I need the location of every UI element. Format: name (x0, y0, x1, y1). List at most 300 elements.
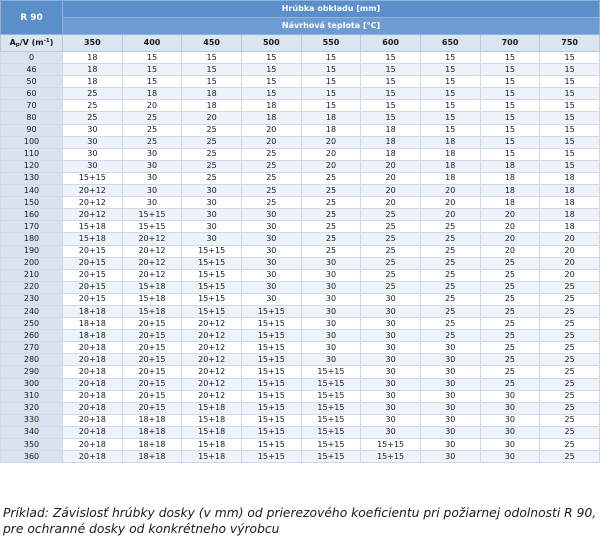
thickness-cell: 25 (241, 148, 301, 160)
section-factor-cell: 330 (1, 414, 63, 426)
thickness-cell: 25 (540, 378, 600, 390)
thickness-cell: 15+18 (182, 426, 242, 438)
thickness-cell: 20+15 (63, 245, 123, 257)
thickness-cell: 15 (361, 88, 421, 100)
thickness-cell: 15 (540, 124, 600, 136)
thickness-cell: 25 (361, 209, 421, 221)
temperature-column-header: 550 (301, 35, 361, 52)
thickness-cell: 30 (361, 354, 421, 366)
thickness-cell: 25 (480, 269, 540, 281)
thickness-cell: 20+18 (63, 451, 123, 463)
thickness-cell: 20+12 (182, 342, 242, 354)
table-row (1, 390, 600, 402)
thickness-cell: 15+18 (182, 451, 242, 463)
table-row (1, 366, 600, 378)
thickness-cell: 25 (241, 185, 301, 197)
table-row (1, 354, 600, 366)
thickness-cell: 25 (182, 160, 242, 172)
thickness-cell: 20+12 (182, 366, 242, 378)
thickness-cell: 30 (480, 439, 540, 451)
thickness-cell: 20+15 (122, 390, 182, 402)
thickness-cell: 25 (182, 148, 242, 160)
thickness-cell: 30 (182, 185, 242, 197)
thickness-cell: 25 (241, 160, 301, 172)
thickness-cell: 30 (480, 414, 540, 426)
thickness-cell: 15+15 (241, 414, 301, 426)
section-factor-cell: 140 (1, 185, 63, 197)
figure-caption (3, 505, 599, 537)
section-factor-cell: 240 (1, 305, 63, 317)
table-body (1, 52, 600, 463)
thickness-cell: 15+18 (122, 281, 182, 293)
thickness-cell: 15 (480, 112, 540, 124)
temperature-column-header: 600 (361, 35, 421, 52)
thickness-cell: 20+12 (63, 209, 123, 221)
thickness-cell: 15 (540, 160, 600, 172)
table-row (1, 305, 600, 317)
thickness-cell: 15+18 (122, 293, 182, 305)
section-factor-cell: 310 (1, 390, 63, 402)
thickness-cell: 20+12 (122, 269, 182, 281)
thickness-cell: 18 (420, 148, 480, 160)
thickness-cell: 15 (540, 100, 600, 112)
thickness-cell: 20+15 (63, 257, 123, 269)
thickness-cell: 15 (480, 88, 540, 100)
thickness-cell: 25 (540, 426, 600, 438)
thickness-cell: 15 (361, 52, 421, 64)
thickness-cell: 20 (361, 160, 421, 172)
thickness-cell: 30 (301, 354, 361, 366)
thickness-cell: 25 (63, 88, 123, 100)
table-row (1, 185, 600, 197)
thickness-cell: 30 (480, 451, 540, 463)
column-header-row (1, 35, 600, 52)
thickness-cell: 25 (480, 378, 540, 390)
section-factor-cell: 290 (1, 366, 63, 378)
table-row (1, 257, 600, 269)
table-row (1, 124, 600, 136)
thickness-cell: 15+15 (241, 390, 301, 402)
thickness-cell: 15 (480, 64, 540, 76)
thickness-cell: 20+15 (122, 318, 182, 330)
thickness-cell: 15 (480, 52, 540, 64)
thickness-cell: 15 (420, 100, 480, 112)
table-row (1, 245, 600, 257)
thickness-cell: 18 (480, 197, 540, 209)
thickness-cell: 15+18 (182, 439, 242, 451)
section-factor-cell: 270 (1, 342, 63, 354)
table-row (1, 100, 600, 112)
thickness-cell: 15 (182, 52, 242, 64)
thickness-cell: 20 (480, 209, 540, 221)
thickness-cell: 25 (480, 257, 540, 269)
thickness-cell: 25 (480, 305, 540, 317)
thickness-cell: 15+15 (182, 305, 242, 317)
thickness-cell: 15+15 (301, 439, 361, 451)
temperature-column-header: 650 (420, 35, 480, 52)
thickness-cell: 20+12 (122, 257, 182, 269)
thickness-cell: 15 (241, 52, 301, 64)
thickness-cell: 25 (301, 209, 361, 221)
thickness-cell: 25 (361, 221, 421, 233)
thickness-cell: 15 (361, 76, 421, 88)
thickness-cell: 25 (301, 185, 361, 197)
thickness-cell: 30 (420, 402, 480, 414)
thickness-cell: 25 (182, 136, 242, 148)
table-row (1, 64, 600, 76)
thickness-cell: 30 (420, 378, 480, 390)
thickness-cell: 30 (361, 378, 421, 390)
table-row (1, 233, 600, 245)
thickness-header: Hrúbka obkladu [mm] (63, 1, 600, 18)
thickness-cell: 30 (182, 197, 242, 209)
thickness-cell: 18+18 (122, 439, 182, 451)
thickness-cell: 15+18 (182, 402, 242, 414)
thickness-cell: 15 (420, 76, 480, 88)
thickness-cell: 25 (301, 245, 361, 257)
thickness-cell: 20 (361, 185, 421, 197)
thickness-cell: 30 (122, 160, 182, 172)
section-factor-cell: 170 (1, 221, 63, 233)
thickness-cell: 25 (420, 257, 480, 269)
thickness-cell: 20+12 (122, 233, 182, 245)
thickness-cell: 25 (480, 354, 540, 366)
thickness-cell: 18 (301, 112, 361, 124)
table-row (1, 52, 600, 64)
thickness-cell: 15+18 (63, 221, 123, 233)
thickness-cell: 30 (361, 330, 421, 342)
section-factor-cell: 130 (1, 172, 63, 184)
thickness-cell: 25 (241, 197, 301, 209)
table-row (1, 136, 600, 148)
thickness-cell: 15+15 (301, 414, 361, 426)
thickness-cell: 30 (301, 293, 361, 305)
thickness-cell: 30 (122, 185, 182, 197)
thickness-cell: 15 (420, 64, 480, 76)
thickness-cell: 25 (420, 305, 480, 317)
thickness-cell: 18 (63, 64, 123, 76)
thickness-cell: 20 (182, 112, 242, 124)
thickness-cell: 15+15 (241, 354, 301, 366)
thickness-cell: 18 (241, 100, 301, 112)
thickness-cell: 30 (63, 124, 123, 136)
thickness-cell: 30 (420, 426, 480, 438)
thickness-cell: 25 (480, 342, 540, 354)
thickness-cell: 25 (361, 269, 421, 281)
thickness-cell: 20 (420, 197, 480, 209)
thickness-cell: 15+18 (63, 233, 123, 245)
thickness-cell: 25 (182, 124, 242, 136)
table-row (1, 439, 600, 451)
section-factor-cell: 220 (1, 281, 63, 293)
thickness-cell: 15 (480, 136, 540, 148)
thickness-cell: 15+18 (182, 414, 242, 426)
thickness-cell: 15+15 (241, 305, 301, 317)
thickness-cell: 15 (182, 64, 242, 76)
thickness-cell: 30 (420, 414, 480, 426)
thickness-cell: 30 (361, 426, 421, 438)
temperature-column-header: 700 (480, 35, 540, 52)
section-factor-cell: 200 (1, 257, 63, 269)
section-factor-cell: 230 (1, 293, 63, 305)
section-factor-header: $A_p/V$ $(m^{-1})$ (1, 35, 63, 52)
thickness-cell: 18+18 (63, 305, 123, 317)
thickness-cell: 15+15 (361, 439, 421, 451)
section-factor-cell: 100 (1, 136, 63, 148)
thickness-cell: 30 (241, 221, 301, 233)
thickness-cell: 25 (301, 197, 361, 209)
thickness-cell: 18 (182, 100, 242, 112)
thickness-cell: 30 (241, 233, 301, 245)
thickness-cell: 15+15 (241, 451, 301, 463)
thickness-cell: 30 (241, 257, 301, 269)
thickness-cell: 20+18 (63, 390, 123, 402)
thickness-cell: 15 (301, 64, 361, 76)
thickness-cell: 30 (480, 426, 540, 438)
table-row (1, 426, 600, 438)
thickness-cell: 18 (480, 160, 540, 172)
thickness-cell: 15+15 (182, 269, 242, 281)
thickness-cell: 25 (540, 281, 600, 293)
thickness-cell: 20 (540, 257, 600, 269)
thickness-cell: 30 (301, 330, 361, 342)
thickness-cell: 25 (361, 281, 421, 293)
thickness-cell: 18+18 (122, 414, 182, 426)
thickness-cell: 15 (480, 124, 540, 136)
thickness-cell: 30 (420, 390, 480, 402)
thickness-cell: 30 (241, 245, 301, 257)
thickness-cell: 25 (420, 293, 480, 305)
thickness-cell: 30 (182, 233, 242, 245)
thickness-cell: 18 (63, 76, 123, 88)
thickness-cell: 15+15 (122, 221, 182, 233)
thickness-cell: 20+15 (122, 330, 182, 342)
thickness-cell: 15+15 (301, 426, 361, 438)
thickness-cell: 15+15 (241, 378, 301, 390)
thickness-cell: 18 (361, 136, 421, 148)
thickness-cell: 20 (241, 124, 301, 136)
thickness-cell: 20 (480, 221, 540, 233)
thickness-cell: 25 (540, 330, 600, 342)
thickness-cell: 18 (361, 124, 421, 136)
thickness-cell: 18 (540, 197, 600, 209)
temperature-column-header: 750 (540, 35, 600, 52)
thickness-cell: 30 (63, 148, 123, 160)
caption-line-1: Príklad: Závislosť hrúbky dosky (v mm) od prierezového koeficientu pri požiarnej odolnosti R 90, (3, 506, 597, 520)
thickness-cell: 20+15 (122, 366, 182, 378)
thickness-cell: 25 (540, 305, 600, 317)
thickness-cell: 30 (361, 342, 421, 354)
section-factor-cell: 70 (1, 100, 63, 112)
thickness-cell: 20 (361, 172, 421, 184)
table-row (1, 293, 600, 305)
thickness-cell: 20+12 (63, 197, 123, 209)
thickness-cell: 30 (301, 318, 361, 330)
thickness-cell: 25 (540, 402, 600, 414)
thickness-cell: 20+12 (182, 330, 242, 342)
thickness-cell: 30 (241, 209, 301, 221)
thickness-cell: 15+15 (241, 318, 301, 330)
thickness-cell: 25 (480, 281, 540, 293)
thickness-cell: 15+15 (301, 378, 361, 390)
thickness-cell: 30 (241, 293, 301, 305)
thickness-cell: 18+18 (122, 451, 182, 463)
table-row (1, 88, 600, 100)
table-row (1, 221, 600, 233)
thickness-cell: 15+15 (241, 439, 301, 451)
thickness-cell: 25 (301, 233, 361, 245)
thickness-cell: 20+18 (63, 439, 123, 451)
thickness-cell: 25 (420, 269, 480, 281)
thickness-cell: 15 (420, 52, 480, 64)
table-row (1, 330, 600, 342)
thickness-cell: 18 (361, 148, 421, 160)
thickness-cell: 20+12 (182, 390, 242, 402)
section-factor-cell: 150 (1, 197, 63, 209)
table-row (1, 112, 600, 124)
thickness-cell: 18 (420, 160, 480, 172)
thickness-cell: 25 (420, 318, 480, 330)
thickness-cell: 20 (420, 209, 480, 221)
thickness-cell: 20+12 (63, 185, 123, 197)
thickness-cell: 18 (63, 52, 123, 64)
thickness-cell: 15 (182, 76, 242, 88)
thickness-cell: 20 (241, 136, 301, 148)
thickness-cell: 15+15 (241, 366, 301, 378)
caption-line-2: pre ochranné dosky od konkrétneho výrobcu (3, 522, 280, 536)
table-row (1, 148, 600, 160)
table-row (1, 197, 600, 209)
thickness-cell: 20+15 (63, 293, 123, 305)
thickness-cell: 20+15 (122, 354, 182, 366)
thickness-cell: 30 (361, 402, 421, 414)
table-row (1, 160, 600, 172)
thickness-cell: 15 (301, 76, 361, 88)
thickness-cell: 20 (540, 269, 600, 281)
thickness-cell: 25 (361, 233, 421, 245)
thickness-cell: 20+18 (63, 402, 123, 414)
thickness-cell: 25 (480, 318, 540, 330)
section-factor-cell: 110 (1, 148, 63, 160)
thickness-cell: 30 (361, 366, 421, 378)
thickness-cell: 15+15 (182, 257, 242, 269)
section-factor-cell: 320 (1, 402, 63, 414)
thickness-cell: 25 (480, 366, 540, 378)
thickness-cell: 15+18 (122, 305, 182, 317)
thickness-cell: 20 (301, 160, 361, 172)
thickness-cell: 25 (63, 112, 123, 124)
thickness-cell: 30 (241, 281, 301, 293)
thickness-cell: 20+18 (63, 354, 123, 366)
thickness-cell: 30 (301, 269, 361, 281)
thickness-cell: 15+15 (301, 402, 361, 414)
thickness-cell: 20+12 (182, 354, 242, 366)
thickness-cell: 20 (361, 197, 421, 209)
table-row (1, 378, 600, 390)
thickness-cell: 30 (420, 354, 480, 366)
thickness-cell: 25 (361, 245, 421, 257)
thickness-cell: 20+15 (63, 281, 123, 293)
thickness-cell: 15 (480, 76, 540, 88)
thickness-cell: 20 (480, 245, 540, 257)
table-row (1, 402, 600, 414)
thickness-cell: 25 (420, 281, 480, 293)
thickness-cell: 25 (540, 354, 600, 366)
thickness-cell: 15+15 (241, 426, 301, 438)
thickness-cell: 30 (182, 221, 242, 233)
thickness-cell: 25 (301, 221, 361, 233)
thickness-cell: 15 (480, 100, 540, 112)
temperature-column-header: 500 (241, 35, 301, 52)
thickness-cell: 20+12 (182, 318, 242, 330)
thickness-cell: 30 (420, 366, 480, 378)
table-row (1, 342, 600, 354)
thickness-cell: 18 (241, 112, 301, 124)
thickness-cell: 20+18 (63, 366, 123, 378)
thickness-cell: 30 (420, 342, 480, 354)
section-factor-cell: 340 (1, 426, 63, 438)
thickness-cell: 30 (122, 197, 182, 209)
thickness-cell: 15 (420, 112, 480, 124)
table-row (1, 318, 600, 330)
thickness-cell: 20+18 (63, 342, 123, 354)
thickness-cell: 15 (241, 76, 301, 88)
thickness-cell: 18 (480, 172, 540, 184)
thickness-cell: 25 (540, 390, 600, 402)
thickness-cell: 25 (420, 233, 480, 245)
table-row (1, 269, 600, 281)
section-factor-cell: 210 (1, 269, 63, 281)
table-row (1, 209, 600, 221)
thickness-cell: 15 (301, 52, 361, 64)
thickness-cell: 25 (540, 366, 600, 378)
thickness-cell: 25 (182, 172, 242, 184)
thickness-cell: 30 (301, 342, 361, 354)
thickness-cell: 15 (361, 112, 421, 124)
thickness-cell: 18+18 (63, 330, 123, 342)
thickness-cell: 18 (182, 88, 242, 100)
section-factor-cell: 360 (1, 451, 63, 463)
thickness-cell: 20 (122, 100, 182, 112)
thickness-cell: 20+12 (122, 245, 182, 257)
thickness-cell: 20+18 (63, 414, 123, 426)
section-factor-cell: 350 (1, 439, 63, 451)
thickness-cell: 15 (540, 112, 600, 124)
thickness-cell: 15+15 (301, 451, 361, 463)
thickness-cell: 30 (361, 305, 421, 317)
section-factor-cell: 300 (1, 378, 63, 390)
section-factor-cell: 0 (1, 52, 63, 64)
section-factor-cell: 160 (1, 209, 63, 221)
thickness-cell: 15 (122, 64, 182, 76)
thickness-cell: 18 (420, 136, 480, 148)
table-row (1, 414, 600, 426)
thickness-cell: 25 (241, 172, 301, 184)
thickness-cell: 30 (301, 257, 361, 269)
thickness-cell: 20+18 (63, 378, 123, 390)
thickness-cell: 20+15 (63, 269, 123, 281)
thickness-cell: 20 (480, 233, 540, 245)
thickness-cell: 20+18 (63, 426, 123, 438)
thickness-cell: 25 (480, 293, 540, 305)
temperature-column-header: 400 (122, 35, 182, 52)
thickness-cell: 25 (122, 136, 182, 148)
thickness-cell: 15 (361, 64, 421, 76)
thickness-cell: 20+15 (122, 342, 182, 354)
table-row (1, 76, 600, 88)
table-row (1, 172, 600, 184)
thickness-cell: 15 (540, 136, 600, 148)
